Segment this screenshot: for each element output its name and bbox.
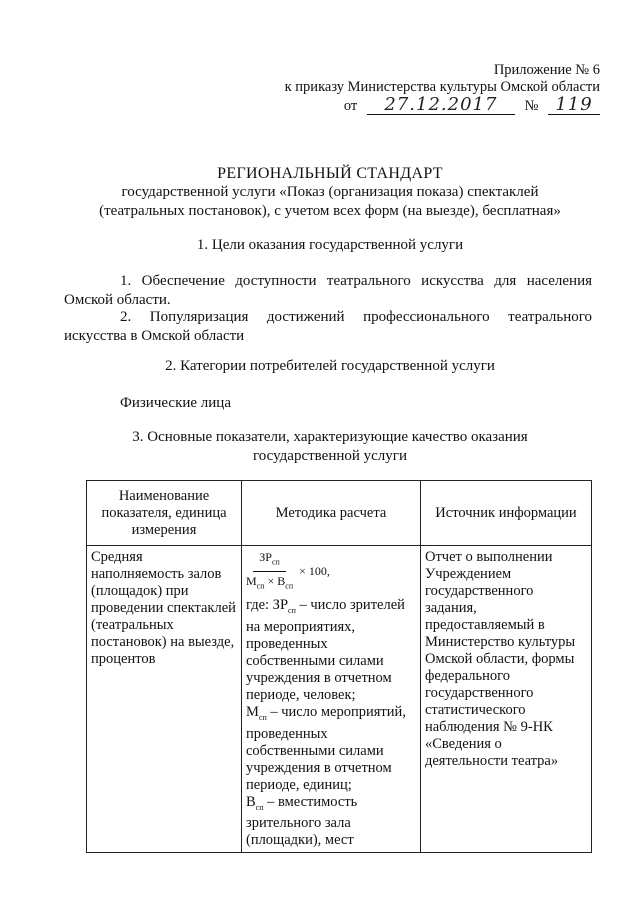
indicator-name: Средняя наполняемость залов (площадок) при проведении спектаклей (театральных постановок) на выезде, процентов (91, 549, 236, 667)
definition-m-text: – число мероприятий, проведенных собственными силами учреждения в отчетном периоде, единиц; (245, 703, 406, 793)
denominator-times: × (267, 574, 275, 589)
denominator-b-subscript: сп (285, 581, 294, 591)
annex-number: Приложение № 6 (493, 62, 600, 78)
calculation-formula (246, 549, 330, 595)
definition-zr-text: – число зрителей на мероприятиях, проведенных собственными силами учреждения в отчетном периоде, человек; (245, 596, 405, 703)
definition-zr-symbol: где: ЗР (245, 596, 289, 613)
denominator-b-symbol: В (277, 574, 286, 589)
formula-multiplier: × 100, (299, 564, 330, 579)
definition-b-symbol: В (245, 793, 256, 810)
indicator-name-cell (87, 546, 242, 853)
annex-order-ref: к приказу Министерства культуры Омской области (284, 79, 600, 95)
section-2-heading: 2. Категории потребителей государственной услуги (165, 358, 495, 374)
definition-b (246, 794, 416, 850)
document-title (60, 164, 600, 221)
source-cell (420, 546, 591, 853)
numerator-subscript: сп (271, 557, 280, 567)
goal-item-2-line-2: искусства в Омской области (64, 328, 245, 344)
definition-m-subscript: сп (258, 712, 267, 722)
goal-item-1-line-2: Омской области. (64, 292, 171, 308)
order-number-handwritten: 119 (555, 94, 593, 115)
order-date-field (367, 94, 515, 115)
numerator-symbol: ЗР (259, 550, 272, 564)
information-source: Отчет о выполнении Учреждением государственного задания, предоставляемый в Министерство культуры Омской области, формы федерального государственного статистического наблюдения № 9-НК «Сведения о деятельности театра» (424, 549, 576, 769)
goal-item-2 (64, 308, 592, 346)
section-3-heading-line-1: 3. Основные показатели, характеризующие качество оказания (132, 429, 528, 445)
annex-date-line (200, 94, 600, 115)
goal-item-2-line-1: 2. Популяризация достижений профессионального театрального (120, 309, 592, 325)
order-date-handwritten: 27.12.2017 (384, 94, 498, 115)
formula-fraction (246, 549, 293, 595)
definition-zr (246, 597, 416, 704)
denominator-m-subscript: сп (256, 581, 265, 591)
section-3-heading (60, 428, 600, 466)
table-row (87, 546, 592, 853)
formula-numerator (253, 549, 286, 572)
section-3-heading-line-2: государственной услуги (253, 448, 407, 464)
title-main: РЕГИОНАЛЬНЫЙ СТАНДАРТ (217, 165, 443, 182)
definition-m-symbol: М (245, 703, 259, 720)
goal-item-1 (64, 272, 592, 310)
table-header-row (87, 481, 592, 546)
title-line-3: (театральных постановок), с учетом всех форм (на выезде), бесплатная» (99, 203, 561, 219)
definition-b-text: – вместимость зрительного зала (площадки), мест (245, 793, 358, 849)
title-line-2: государственной услуги «Показ (организация показа) спектаклей (121, 184, 539, 200)
indicators-table (86, 480, 592, 853)
definition-m (246, 704, 416, 794)
definition-b-subscript: сп (255, 802, 264, 812)
header-source: Источник информации (420, 481, 591, 546)
header-indicator-name: Наименование показателя, единица измерения (87, 481, 242, 546)
formula-denominator (246, 572, 293, 594)
header-method: Методика расчета (241, 481, 420, 546)
consumer-category: Физические лица (120, 395, 231, 411)
definition-zr-subscript: сп (288, 605, 296, 615)
annex-header (200, 62, 600, 115)
method-cell (241, 546, 420, 853)
number-label: № (524, 98, 539, 114)
denominator-m-symbol: М (245, 574, 257, 589)
section-1-heading: 1. Цели оказания государственной услуги (196, 237, 464, 253)
goal-item-1-line-1: 1. Обеспечение доступности театрального искусства для населения (120, 273, 592, 289)
order-number-field (548, 94, 600, 115)
from-label: от (343, 98, 358, 114)
